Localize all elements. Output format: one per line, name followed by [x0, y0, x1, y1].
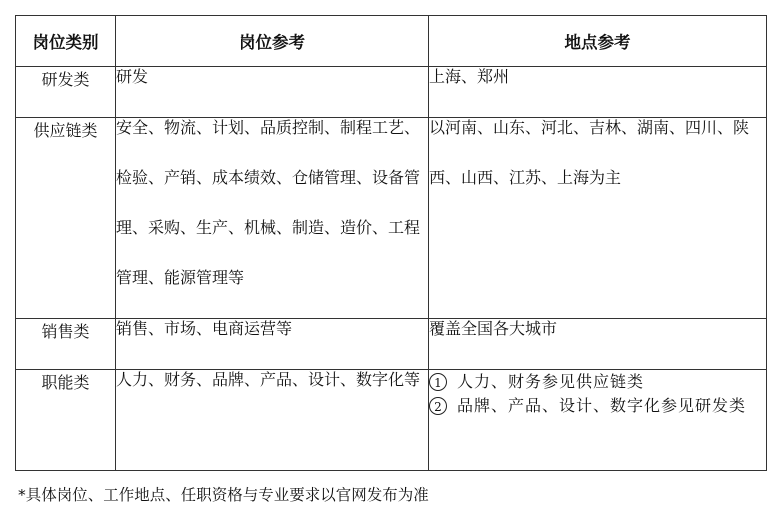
location-list-item — [429, 394, 766, 418]
footnote: *具体岗位、工作地点、任职资格与专业要求以官网发布为准 — [18, 486, 429, 504]
location-item-text: 人力、财务参见供应链类 — [457, 372, 645, 391]
locations-text: 覆盖全国各大城市 — [429, 319, 558, 338]
job-reference-table — [15, 15, 767, 471]
header-category: 岗位类别 — [16, 16, 116, 67]
locations-text: 以河南、山东、河北、吉林、湖南、四川、陕西、山西、江苏、上海为主 — [429, 118, 750, 187]
circled-number-1: 1 — [429, 373, 447, 391]
locations-cell — [429, 319, 767, 370]
locations-text: 上海、郑州 — [429, 67, 510, 86]
header-positions: 岗位参考 — [116, 16, 429, 67]
header-locations: 地点参考 — [429, 16, 767, 67]
table-row — [16, 118, 767, 319]
category-cell: 销售类 — [16, 319, 116, 370]
positions-cell — [116, 118, 429, 319]
locations-cell — [429, 118, 767, 319]
positions-text: 销售、市场、电商运营等 — [116, 319, 293, 338]
location-list-item — [429, 370, 766, 394]
circled-number-2: 2 — [429, 397, 447, 415]
category-cell: 研发类 — [16, 67, 116, 118]
category-cell: 职能类 — [16, 370, 116, 471]
category-cell: 供应链类 — [16, 118, 116, 319]
positions-text: 研发 — [116, 67, 149, 86]
positions-text: 安全、物流、计划、品质控制、制程工艺、检验、产销、成本绩效、仓储管理、设备管理、采购、生产、机械、制造、造价、工程管理、能源管理等 — [116, 118, 421, 287]
locations-cell — [429, 370, 767, 471]
positions-cell — [116, 370, 429, 471]
location-item-text: 品牌、产品、设计、数字化参见研发类 — [457, 396, 747, 415]
positions-text: 人力、财务、品牌、产品、设计、数字化等 — [116, 370, 421, 389]
table-row — [16, 370, 767, 471]
